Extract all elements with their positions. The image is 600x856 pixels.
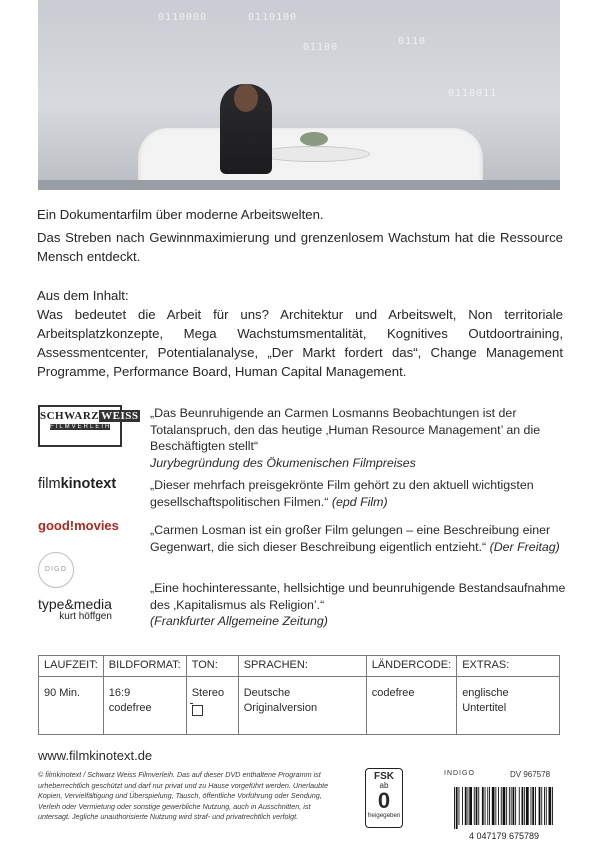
quote-text: „Carmen Losman ist ein großer Film gelungen – eine Beschreibung einer Gegenwart, die sich dieser Beschreibung eigentlich entzieht.“ — [150, 523, 551, 554]
barcode-bar — [478, 787, 479, 825]
barcode-bar — [459, 787, 460, 825]
fsk-label: FSK — [374, 771, 394, 782]
barcode-bar — [544, 787, 545, 825]
header-laendercode: LÄNDERCODE: — [366, 656, 456, 677]
logo-subtitle: kurt höffgen — [59, 611, 112, 622]
barcode-bar — [539, 787, 541, 825]
quote-text: „Das Beunruhigende an Carmen Losmanns Beobachtungen ist der Totalanspruch, den das heutige ‚Human Resource Management’ an die Beschäftigten stellt“ — [150, 406, 541, 454]
binary-text: 0110100 — [248, 12, 298, 23]
quote-source: (Der Freitag) — [489, 539, 560, 554]
quote-source: Jurybegründung des Ökumenischen Filmpreises — [150, 455, 416, 470]
barcode-bar — [524, 787, 525, 825]
quote-source: (epd Film) — [331, 494, 388, 509]
cover-photo — [38, 0, 560, 190]
barcode-bar — [498, 787, 499, 825]
content-paragraph: Was bedeutet die Arbeit für uns? Architektur und Arbeitswelt, Non territoriale Arbeitsplatzkonzepte, Mega Wachstumsmentalität, Kognitives Outdoortraining, Assessmentcenter, Potentialanalyse, „Der Markt fordert das“, Change Management Programme, Performance Board, Human Capital Management. — [37, 307, 563, 379]
barcode-bar — [535, 787, 536, 825]
fsk-ab: ab — [379, 781, 389, 790]
barcode-bar — [465, 787, 467, 825]
quote-source: (Frankfurter Allgemeine Zeitung) — [150, 614, 328, 629]
tagline: Ein Dokumentarfilm über moderne Arbeitswelten. — [37, 207, 324, 222]
barcode-bar — [522, 787, 524, 825]
goodmovies-logo: good!movies — [38, 518, 119, 533]
barcode-bar — [456, 787, 458, 829]
cell-laendercode: codefree — [366, 677, 456, 735]
barcode-bar — [468, 787, 469, 825]
barcode-bar — [511, 787, 512, 825]
logo-word: film — [38, 476, 61, 492]
website-url: www.filmkinotext.de — [38, 748, 153, 763]
schwarz-weiss-logo — [38, 405, 139, 447]
barcode-bars — [454, 787, 553, 829]
logo-subtitle: FILMVERLEIH — [50, 424, 112, 430]
fsk-rating-badge — [365, 768, 403, 828]
table-plant — [300, 132, 328, 146]
barcode-bar — [482, 787, 484, 825]
intro-paragraph: Das Streben nach Gewinnmaximierung und grenzenlosem Wachstum hat die Ressource Mensch entdeckt. — [37, 230, 563, 264]
barcode-bar — [487, 787, 488, 825]
barcode-bar — [541, 787, 542, 825]
bildformat-value: 16:9 — [108, 687, 131, 699]
barcode-bar — [492, 787, 495, 825]
header-ton: TON: — [186, 656, 238, 677]
cell-ton — [186, 677, 238, 735]
barcode-bar — [476, 787, 478, 825]
barcode-bar — [474, 787, 475, 825]
legal-notice: © filmkinotext / Schwarz Weiss Filmverleih. Das auf dieser DVD enthaltene Programm ist urheberrechtlich geschützt und darf nur privat und zu Hause vorgeführt werden. Unerlaubte Kopien, Vervielfältigung und Überspielung, Tausch, öffentliche Vorführung oder Sendung, Verleih oder Vermietung oder sonstige gewerbliche Nutzung, auch in Ausschnitten, ist untersagt. Jegliche unauthorisierte Nutzung wird straf- und privatrechtlich verfolgt. — [38, 770, 329, 822]
fsk-freigegeben: freigegeben — [367, 812, 401, 819]
barcode-bar — [485, 787, 486, 825]
barcode-bar — [454, 787, 455, 829]
dvd-number: DV 967578 — [510, 770, 551, 779]
indigo-small-logo: INDIGO — [444, 770, 475, 777]
content-heading: Aus dem Inhalt: — [37, 288, 129, 303]
barcode-bar — [515, 787, 516, 825]
press-quote — [150, 580, 570, 630]
barcode-number: 4 047179 675789 — [468, 831, 540, 841]
header-extras: EXTRAS: — [457, 656, 560, 677]
filmkinotext-logo — [38, 476, 116, 492]
cell-laufzeit: 90 Min. — [39, 677, 104, 735]
barcode-bar — [546, 787, 547, 825]
quote-text: „Dieser mehrfach preisgekrönte Film gehört zu den aktuell wichtigsten gesellschaftspolitischen Filmen.“ — [150, 478, 534, 509]
header-bildformat: BILDFORMAT: — [103, 656, 186, 677]
woman-head — [234, 84, 258, 112]
header-sprachen: SPRACHEN: — [238, 656, 366, 677]
binary-text: 0110 — [398, 36, 427, 47]
logo-word: type&media — [38, 596, 112, 612]
logo-word: kinotext — [60, 476, 117, 492]
barcode-bar — [503, 787, 506, 825]
barcode-bar — [532, 787, 534, 825]
press-quote — [150, 405, 570, 471]
bildformat-region: codefree — [108, 702, 152, 714]
barcode-bar — [501, 787, 502, 825]
press-quote — [150, 477, 570, 510]
barcode-bar — [519, 787, 520, 825]
barcode-bar — [495, 787, 496, 825]
spec-table — [38, 655, 560, 735]
header-laufzeit: LAUFZEIT: — [39, 656, 104, 677]
coffee-table — [258, 146, 370, 162]
barcode-bar — [552, 787, 553, 825]
binary-text: 01100 — [303, 42, 339, 53]
cell-bildformat — [103, 677, 186, 735]
quote-text: „Eine hochinteressante, hellsichtige und beunruhigende Bestandsaufnahme des ‚Kapitalismus als Religion’.“ — [150, 581, 566, 612]
binary-text: 0110011 — [448, 88, 498, 99]
barcode-bar — [513, 787, 515, 825]
logo-word: SCHWARZ — [40, 410, 100, 422]
logo-word: WEISS — [101, 410, 139, 422]
barcode-bar — [549, 787, 552, 825]
table-header-row — [39, 656, 560, 677]
binary-text: 0110000 — [158, 12, 208, 23]
table-row — [39, 677, 560, 735]
fsk-age: 0 — [377, 788, 391, 813]
barcode — [448, 785, 560, 841]
barcode-bar — [489, 787, 490, 825]
floor-strip — [38, 180, 560, 190]
barcode-bar — [462, 787, 463, 825]
cell-extras: englische Untertitel — [457, 677, 560, 735]
barcode-bar — [531, 787, 532, 825]
ton-value: Stereo — [191, 687, 225, 699]
barcode-bar — [469, 787, 472, 825]
press-quote — [150, 522, 570, 555]
stereo-icon — [192, 705, 203, 716]
indigo-logo: DIGO — [38, 552, 74, 588]
cell-sprachen: Deutsche Originalversion — [238, 677, 366, 735]
barcode-bar — [526, 787, 529, 825]
barcode-bar — [506, 787, 507, 825]
typemedia-logo — [38, 597, 112, 623]
barcode-bar — [509, 787, 510, 825]
